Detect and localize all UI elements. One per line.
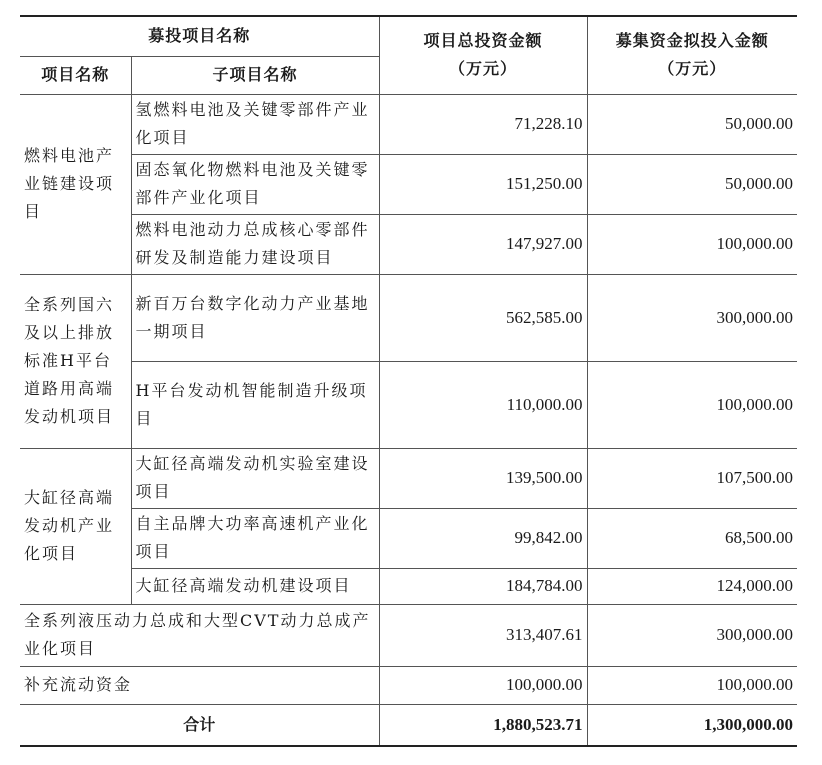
subproject-name: 氢燃料电池及关键零部件产业化项目 [131,94,379,154]
raised-funds-value: 124,000.00 [587,568,797,604]
table-row [20,604,797,666]
project-group-name: 大缸径高端发动机产业化项目 [20,448,131,604]
total-investment-unit: （万元） [448,59,517,79]
table-row [20,666,797,704]
raised-funds-value: 300,000.00 [587,604,797,666]
raised-funds-value: 100,000.00 [587,214,797,274]
raised-funds-unit: （万元） [658,59,727,79]
project-column-header: 项目名称 [20,56,131,94]
fundraising-projects-table [20,15,797,747]
total-investment-value: 139,500.00 [379,448,587,508]
total-investment-value: 110,000.00 [379,361,587,448]
total-investment-value: 313,407.61 [379,604,587,666]
project-group-name: 全系列国六及以上排放标准H平台道路用高端发动机项目 [20,274,131,448]
table-row [20,214,797,274]
raised-funds-value: 100,000.00 [587,666,797,704]
raised-funds-value: 50,000.00 [587,154,797,214]
subproject-column-header: 子项目名称 [131,56,379,94]
total-label: 合计 [20,704,379,746]
subproject-name: H平台发动机智能制造升级项目 [131,361,379,448]
header-row-1 [20,16,797,56]
standalone-project-name: 全系列液压动力总成和大型CVT动力总成产业化项目 [20,604,379,666]
raised-funds-value: 100,000.00 [587,361,797,448]
standalone-project-name: 补充流动资金 [20,666,379,704]
table-row [20,448,797,508]
total-investment-value: 562,585.00 [379,274,587,361]
raised-funds-value: 50,000.00 [587,94,797,154]
total-investment-value: 71,228.10 [379,94,587,154]
subproject-name: 新百万台数字化动力产业基地一期项目 [131,274,379,361]
total-investment-value: 99,842.00 [379,508,587,568]
total-investment-value: 100,000.00 [379,666,587,704]
total-investment-value: 184,784.00 [379,568,587,604]
project-name-header: 募投项目名称 [20,16,379,56]
grand-total-investment: 1,880,523.71 [379,704,587,746]
table-row [20,274,797,361]
table-row [20,568,797,604]
subproject-name: 燃料电池动力总成核心零部件研发及制造能力建设项目 [131,214,379,274]
table-row [20,94,797,154]
project-group-name: 燃料电池产业链建设项目 [20,94,131,274]
raised-funds-value: 68,500.00 [587,508,797,568]
total-investment-label: 项目总投资金额 [423,31,543,51]
total-row [20,704,797,746]
subproject-name: 大缸径高端发动机建设项目 [131,568,379,604]
table-row [20,361,797,448]
total-investment-value: 151,250.00 [379,154,587,214]
raised-funds-value: 107,500.00 [587,448,797,508]
raised-funds-value: 300,000.00 [587,274,797,361]
total-investment-value: 147,927.00 [379,214,587,274]
subproject-name: 自主品牌大功率高速机产业化项目 [131,508,379,568]
table-row [20,154,797,214]
total-investment-header [379,16,587,94]
fundraising-table-container [20,15,797,747]
grand-total-raised: 1,300,000.00 [587,704,797,746]
raised-funds-label: 募集资金拟投入金额 [615,31,769,51]
table-row [20,508,797,568]
subproject-name: 大缸径高端发动机实验室建设项目 [131,448,379,508]
raised-funds-header [587,16,797,94]
subproject-name: 固态氧化物燃料电池及关键零部件产业化项目 [131,154,379,214]
